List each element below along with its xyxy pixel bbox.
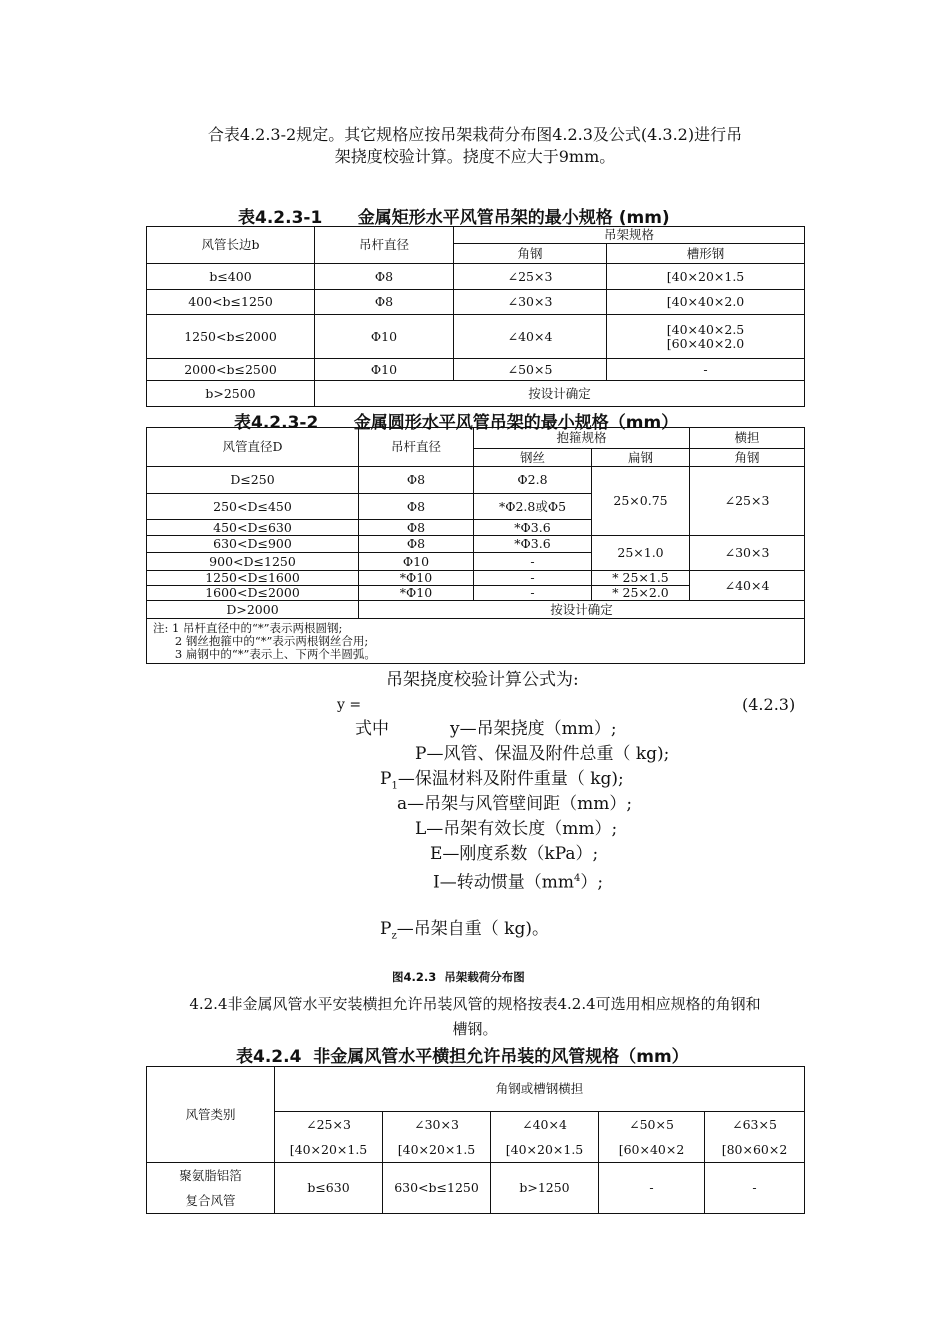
- table2-cell: Φ8: [359, 536, 474, 553]
- table2-cell: -: [474, 571, 592, 586]
- table2-cell: ∠30×3: [690, 536, 805, 571]
- table3-spec-a: ∠30×3: [414, 1116, 459, 1132]
- def-p: P—风管、保温及附件总重（ kg);: [415, 744, 670, 764]
- table2-cell: *Φ2.8或Φ5: [474, 494, 592, 520]
- table1-cell: Φ8: [315, 264, 454, 290]
- intro-text: [140, 124, 810, 168]
- table1-cell: ∠50×5: [454, 359, 607, 381]
- table2-cell: Φ8: [359, 520, 474, 536]
- table1-header-side: 风管长边b: [147, 227, 315, 264]
- table-row: [147, 264, 805, 290]
- def-p1-subscript: 1: [391, 780, 398, 792]
- table2-notes: [147, 619, 805, 664]
- table2-cell: 25×0.75: [592, 467, 690, 536]
- table3-header-beam: 角钢或槽钢横担: [275, 1067, 805, 1112]
- table1-cell: [40×40×2.0: [607, 290, 805, 315]
- table2-cell: ∠25×3: [690, 467, 805, 536]
- table2-cell: Φ8: [359, 467, 474, 494]
- para-424-line-2: 槽钢。: [452, 1020, 498, 1038]
- table3-spec-a: ∠40×4: [522, 1116, 567, 1132]
- table3-caption: 表4.2.4 非金属风管水平横担允许吊装的风管规格（mm）: [236, 1047, 689, 1067]
- table3-type-line: 复合风管: [185, 1192, 236, 1208]
- table1-cell: b≤400: [147, 264, 315, 290]
- def-e: E—刚度系数（kPa）;: [430, 844, 599, 864]
- table2-header-beam: 横担: [690, 428, 805, 449]
- table3-spec-cell: [275, 1112, 383, 1163]
- table1-cell: Φ10: [315, 359, 454, 381]
- table2-cell: ∠40×4: [690, 571, 805, 601]
- table3-cell: b>1250: [491, 1163, 599, 1214]
- table-row: [147, 359, 805, 381]
- def-i-text: I—转动惯量（mm: [433, 872, 574, 893]
- table3-spec-a: ∠63×5: [732, 1116, 777, 1132]
- table2-cell: * 25×1.5: [592, 571, 690, 586]
- table2-note: 3 扁钢中的“*”表示上、下两个半圆弧。: [153, 646, 376, 661]
- figure-caption: 图4.2.3 吊架载荷分布图: [392, 970, 525, 984]
- table2-cell: Φ8: [359, 494, 474, 520]
- table2-cell: 450<D≤630: [147, 520, 359, 536]
- para-424-line-1: 4.2.4非金属风管水平安装横担允许吊装风管的规格按表4.2.4可选用相应规格的角钢和: [189, 995, 761, 1013]
- table2-cell: D>2000: [147, 601, 359, 619]
- table2-caption: 表4.2.3-2 金属圆形水平风管吊架的最小规格（mm）: [234, 413, 679, 433]
- table3-spec-b: [40×20×1.5: [397, 1141, 476, 1157]
- table2-header-wire: 钢丝: [474, 449, 592, 467]
- table2-cell: Φ10: [359, 553, 474, 571]
- table1-cell: 2000<b≤2500: [147, 359, 315, 381]
- table1-cell: 400<b≤1250: [147, 290, 315, 315]
- table2-cell: 按设计确定: [359, 601, 805, 619]
- table-row: [147, 315, 805, 359]
- table-row: [147, 1163, 805, 1214]
- table1-cell: b>2500: [147, 381, 315, 407]
- table2-cell: *Φ10: [359, 571, 474, 586]
- table1-cell: ∠40×4: [454, 315, 607, 359]
- formula-eq-number: (4.2.3): [742, 695, 796, 714]
- def-i-superscript: 4: [573, 873, 581, 884]
- para-424: [140, 993, 810, 1040]
- table2-header-angle: 角钢: [690, 449, 805, 467]
- formula-title: 吊架挠度校验计算公式为:: [386, 670, 579, 690]
- table2-cell: 250<D≤450: [147, 494, 359, 520]
- def-p1-text: —保温材料及附件重量（ kg);: [397, 769, 624, 789]
- table3-spec-a: ∠25×3: [306, 1116, 351, 1132]
- table3-spec-cell: [705, 1112, 805, 1163]
- table1-cell: [607, 315, 805, 359]
- formula-where: 式中: [355, 719, 389, 739]
- table2-cell: * 25×2.0: [592, 586, 690, 601]
- table3-spec-cell: [491, 1112, 599, 1163]
- table-row: [147, 601, 805, 619]
- table2-cell: 900<D≤1250: [147, 553, 359, 571]
- table2: [146, 427, 805, 664]
- formula-y-eq: y =: [337, 697, 362, 713]
- def-pz: [380, 918, 549, 947]
- intro-line-2: 架挠度校验计算。挠度不应大于9mm。: [334, 147, 616, 166]
- table1: [146, 226, 805, 407]
- def-p1-symbol: P: [380, 769, 392, 789]
- table2-cell: *Φ10: [359, 586, 474, 601]
- table1-cell-line: [40×40×2.5: [666, 321, 745, 337]
- table1-cell: Φ10: [315, 315, 454, 359]
- table2-cell: 1250<D≤1600: [147, 571, 359, 586]
- table3-spec-b: [40×20×1.5: [505, 1141, 584, 1157]
- table1-header-rod: 吊杆直径: [315, 227, 454, 264]
- table1-header-channel: 槽形钢: [607, 244, 805, 264]
- table2-cell: -: [474, 586, 592, 601]
- table-row: [147, 381, 805, 407]
- def-pz-subscript: z: [391, 930, 397, 942]
- table3-spec-cell: [383, 1112, 491, 1163]
- table2-notes-row: [147, 619, 805, 664]
- table2-cell: Φ2.8: [474, 467, 592, 494]
- table3-cell: 630<b≤1250: [383, 1163, 491, 1214]
- table3-spec-b: [40×20×1.5: [289, 1141, 368, 1157]
- table2-cell: *Φ3.6: [474, 536, 592, 553]
- table3-type-line: 聚氨脂铝箔: [179, 1167, 242, 1183]
- intro-line-1: 合表4.2.3-2规定。其它规格应按吊架栽荷分布图4.2.3及公式(4.3.2)进行吊: [207, 125, 743, 144]
- table1-cell: ∠25×3: [454, 264, 607, 290]
- def-i-tail: ）;: [580, 872, 604, 893]
- table1-cell: 按设计确定: [315, 381, 805, 407]
- table1-caption: 表4.2.3-1 金属矩形水平风管吊架的最小规格 (mm): [238, 208, 670, 228]
- table1-cell: 1250<b≤2000: [147, 315, 315, 359]
- table1-cell: [40×20×1.5: [607, 264, 805, 290]
- table-row: [147, 467, 805, 494]
- table3-cell: -: [599, 1163, 705, 1214]
- table3-cell: -: [705, 1163, 805, 1214]
- table-row: [147, 571, 805, 586]
- table2-note: 注: 1 吊杆直径中的“*”表示两根圆钢;: [153, 620, 343, 635]
- table2-cell: -: [474, 553, 592, 571]
- table2-note: 2 钢丝抱箍中的“*”表示两根钢丝合用;: [153, 633, 369, 648]
- table3-spec-b: [80×60×2: [721, 1141, 788, 1157]
- table3-type-cell: [147, 1163, 275, 1214]
- table3-spec-cell: [599, 1112, 705, 1163]
- table3-spec-a: ∠50×5: [629, 1116, 674, 1132]
- table1-cell: ∠30×3: [454, 290, 607, 315]
- table3: [146, 1066, 805, 1214]
- table2-header-flat: 扁钢: [592, 449, 690, 467]
- table2-cell: 1600<D≤2000: [147, 586, 359, 601]
- table2-cell: 630<D≤900: [147, 536, 359, 553]
- table1-cell-line: [60×40×2.0: [666, 335, 745, 351]
- table1-cell: Φ8: [315, 290, 454, 315]
- def-pz-text: —吊架自重（ kg)。: [396, 919, 549, 939]
- table1-cell: -: [607, 359, 805, 381]
- table-row: [147, 536, 805, 553]
- def-pz-symbol: P: [380, 919, 392, 939]
- table2-cell: 25×1.0: [592, 536, 690, 571]
- table1-header-spec: 吊架规格: [454, 227, 805, 244]
- table2-header-rod: 吊杆直径: [359, 428, 474, 467]
- table2-cell: *Φ3.6: [474, 520, 592, 536]
- def-y: y—吊架挠度（mm）;: [450, 719, 617, 739]
- def-i: [433, 868, 603, 894]
- table3-header-type: 风管类别: [147, 1067, 275, 1163]
- table-row: [147, 290, 805, 315]
- table1-header-angle: 角钢: [454, 244, 607, 264]
- table2-cell: D≤250: [147, 467, 359, 494]
- table2-header-dia: 风管直径D: [147, 428, 359, 467]
- table3-spec-b: [60×40×2: [618, 1141, 685, 1157]
- def-l: L—吊架有效长度（mm）;: [415, 819, 618, 839]
- table3-cell: b≤630: [275, 1163, 383, 1214]
- table2-header-hoop: 抱箍规格: [474, 428, 690, 449]
- def-a: a—吊架与风管壁间距（mm）;: [397, 794, 633, 814]
